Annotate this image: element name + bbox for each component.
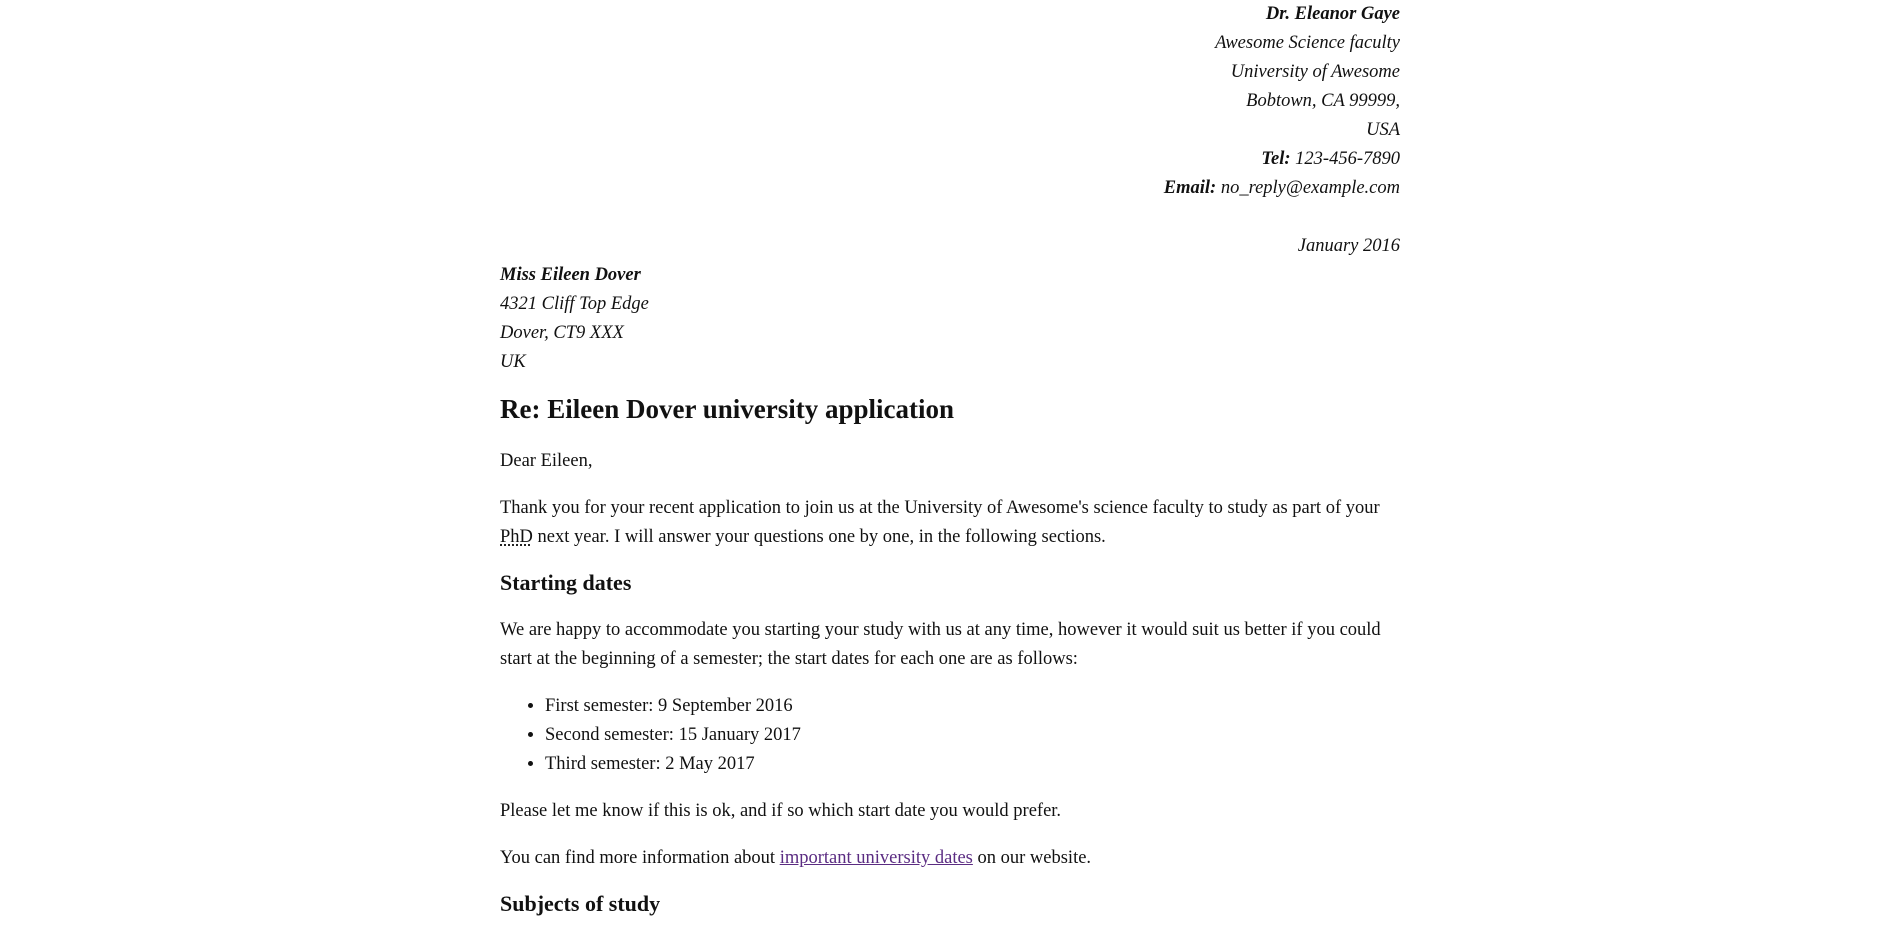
sender-tel — [500, 145, 1400, 174]
important-dates-link[interactable]: important university dates — [779, 848, 973, 868]
recipient-street: 4321 Cliff Top Edge — [500, 294, 649, 314]
email-label: Email: — [1163, 178, 1217, 198]
recipient-name: Miss Eileen Dover — [500, 265, 641, 285]
starting-dates-heading: Starting dates — [500, 570, 632, 595]
info-text-before: You can find more information about — [500, 848, 780, 868]
email-value: no_reply@example.com — [1220, 178, 1400, 198]
list-item: • First semester: 9 September 2016 — [545, 692, 1400, 721]
tel-value: 123-456-7890 — [1295, 149, 1400, 169]
info-paragraph — [500, 844, 1400, 873]
letter-date: January 2016 — [1297, 236, 1400, 256]
sender-faculty: Awesome Science faculty — [1215, 33, 1400, 53]
letter — [500, 0, 1400, 919]
starting-dates-paragraph: We are happy to accommodate you starting your study with us at any time, however it would suit us better if you could start at the beginning of a semester; the start dates for each one are as follows: — [500, 620, 1381, 669]
list-item: • Second semester: 15 January 2017 — [545, 721, 1400, 750]
sender-city: Bobtown, CA 99999, — [1246, 91, 1400, 111]
sender-name: Dr. Eleanor Gaye — [1265, 4, 1400, 24]
intro-paragraph — [500, 494, 1400, 552]
followup-paragraph: Please let me know if this is ok, and if so which start date you would prefer. — [500, 801, 1062, 821]
recipient-city: Dover, CT9 XXX — [500, 323, 624, 343]
list-item: • Third semester: 2 May 2017 — [545, 750, 1400, 779]
sender-university: University of Awesome — [1230, 62, 1400, 82]
info-text-after: on our website. — [972, 848, 1092, 868]
intro-text-before: Thank you for your recent application to join us at the University of Awesome's science faculty to study as part of your — [500, 498, 1380, 518]
sender-email — [500, 174, 1400, 203]
recipient-country: UK — [500, 352, 526, 372]
recipient-address — [500, 261, 1400, 377]
subjects-heading: Subjects of study — [500, 891, 661, 916]
sender-country: USA — [1366, 120, 1400, 140]
intro-text-after: next year. I will answer your questions one by one, in the following sections. — [532, 527, 1106, 547]
semester-dates-list — [500, 692, 1400, 779]
phd-abbreviation: PhD — [500, 527, 533, 547]
tel-label: Tel: — [1261, 149, 1291, 169]
letter-subject: Re: Eileen Dover university application — [500, 394, 954, 424]
salutation: Dear Eileen, — [500, 451, 593, 471]
sender-address — [500, 0, 1400, 203]
